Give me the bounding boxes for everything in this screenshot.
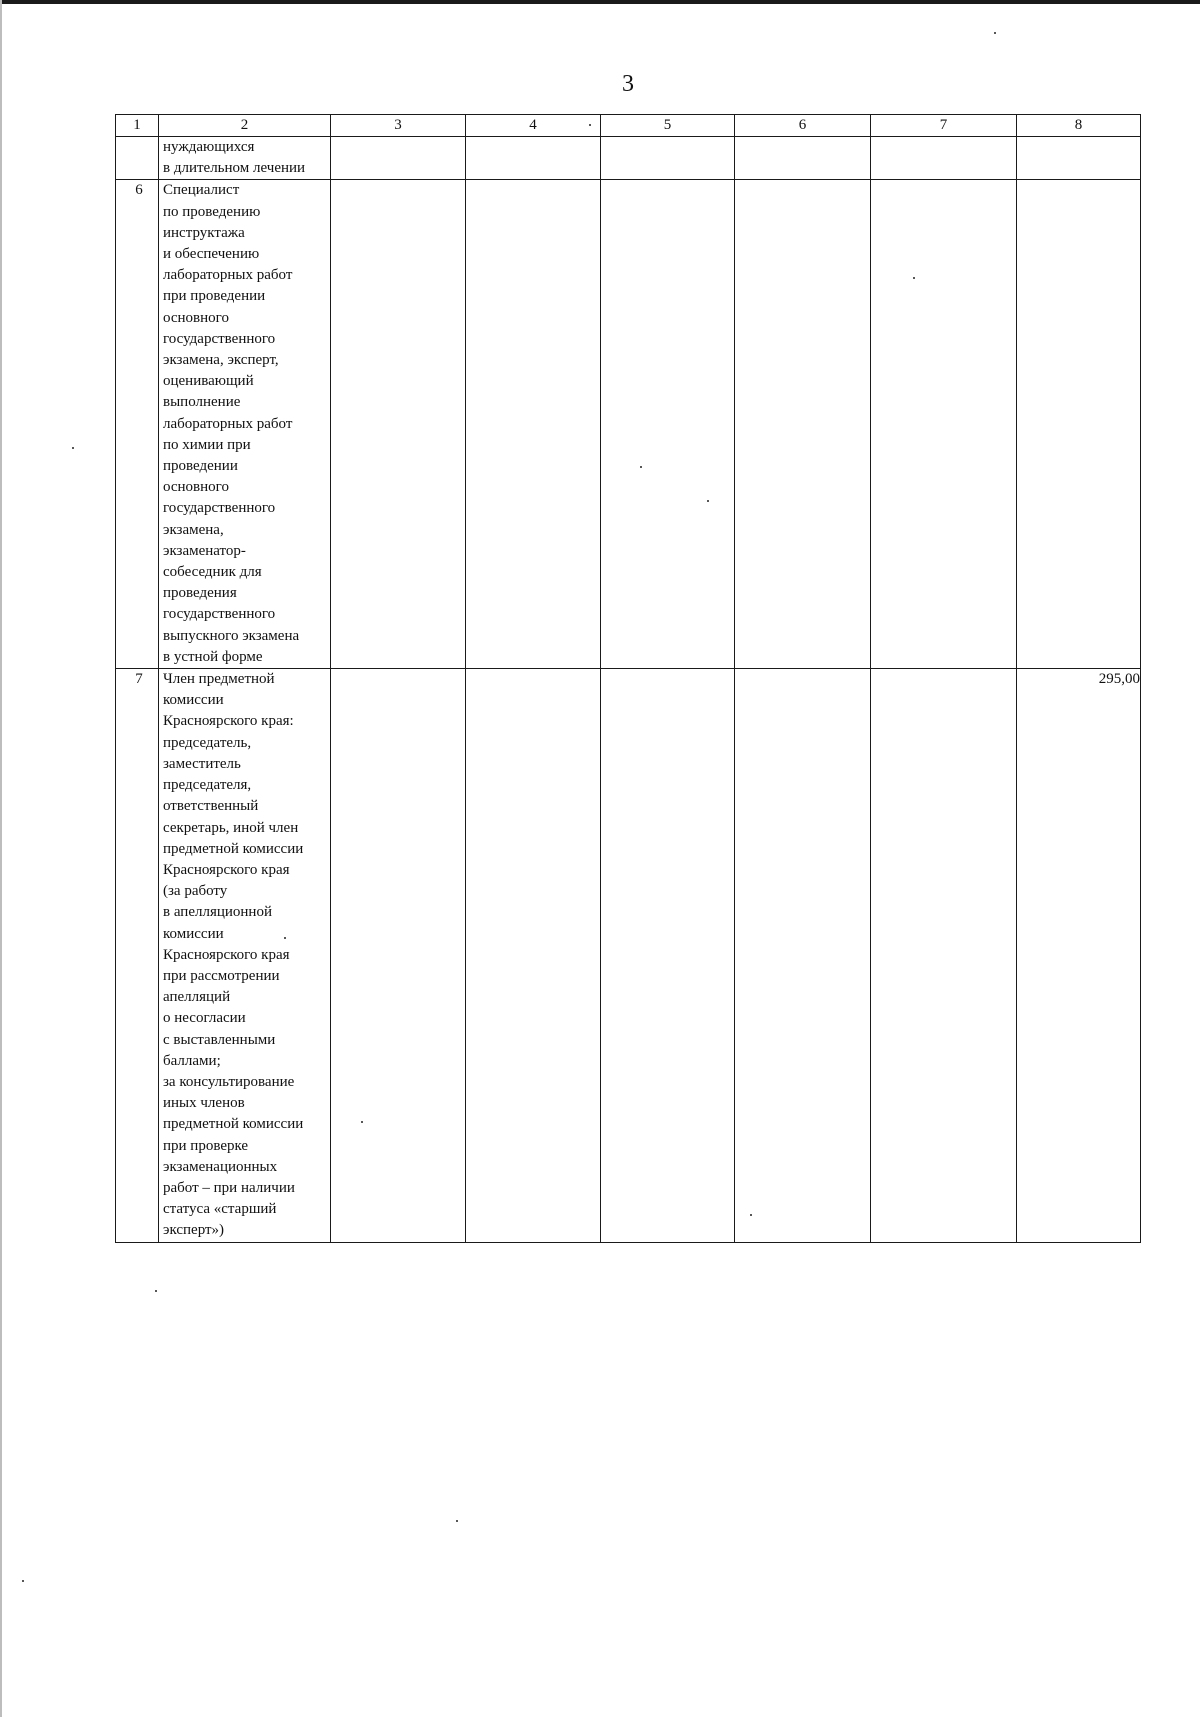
scan-top-edge bbox=[0, 0, 1200, 4]
position-name-line: выполнение bbox=[163, 394, 241, 411]
position-name-line: государственного bbox=[163, 606, 276, 623]
position-name-line: работ – при наличии bbox=[163, 1179, 295, 1196]
value-cell-col5 bbox=[601, 137, 735, 180]
position-name-line: экзаменационных bbox=[163, 1158, 278, 1175]
scan-speck bbox=[72, 447, 74, 449]
column-header: 1 bbox=[116, 115, 159, 137]
position-name-line: лабораторных работ bbox=[163, 415, 293, 432]
value-cell-col5 bbox=[601, 669, 735, 1242]
value-cell-col3 bbox=[331, 137, 466, 180]
value-cell-col8: 295,00 bbox=[1017, 669, 1141, 1242]
position-name-cell bbox=[159, 669, 331, 1242]
position-name-line: за консультирование bbox=[163, 1073, 295, 1090]
value-cell-col7 bbox=[871, 669, 1017, 1242]
position-name-line: апелляций bbox=[163, 989, 231, 1006]
value-cell-col5 bbox=[601, 180, 735, 669]
value-cell-col6 bbox=[735, 180, 871, 669]
position-name-line: комиссии bbox=[163, 925, 224, 942]
position-name-line: Красноярского края: bbox=[163, 713, 294, 730]
position-name-line: предметной комиссии bbox=[163, 1116, 304, 1133]
position-name-line: экзамена, эксперт, bbox=[163, 352, 279, 369]
position-name-line: иных членов bbox=[163, 1095, 245, 1112]
position-name-line: инструктажа bbox=[163, 224, 245, 241]
value-cell-col7 bbox=[871, 180, 1017, 669]
table-row bbox=[116, 137, 1141, 180]
position-name-line: в устной форме bbox=[163, 648, 263, 665]
position-name-line: и обеспечению bbox=[163, 246, 260, 263]
position-name-line: при проведении bbox=[163, 288, 266, 305]
column-header: 6 bbox=[735, 115, 871, 137]
scan-speck bbox=[22, 1580, 24, 1582]
position-name-line: оценивающий bbox=[163, 373, 254, 390]
position-name-cell bbox=[159, 137, 331, 180]
scan-speck bbox=[361, 1121, 363, 1123]
position-name-line: предметной комиссии bbox=[163, 840, 304, 857]
position-name-line: государственного bbox=[163, 330, 276, 347]
position-name-line: проведении bbox=[163, 458, 238, 475]
position-name-line: выпускного экзамена bbox=[163, 627, 300, 644]
value-cell-col6 bbox=[735, 669, 871, 1242]
column-header: 2 bbox=[159, 115, 331, 137]
position-name-line: председатель, bbox=[163, 734, 252, 751]
position-name-line: Член предметной bbox=[163, 671, 275, 688]
row-number: 7 bbox=[116, 669, 159, 1242]
value-cell-col3 bbox=[331, 669, 466, 1242]
position-name-line: основного bbox=[163, 309, 229, 326]
position-name-line: эксперт») bbox=[163, 1222, 225, 1239]
position-name-line: экзаменатор- bbox=[163, 542, 246, 559]
position-name-line: основного bbox=[163, 479, 229, 496]
position-name-line: комиссии bbox=[163, 692, 224, 709]
position-name-line: при рассмотрении bbox=[163, 967, 280, 984]
position-name-line: по проведению bbox=[163, 203, 261, 220]
column-header: 7 bbox=[871, 115, 1017, 137]
position-name-line: государственного bbox=[163, 500, 276, 517]
scan-speck bbox=[456, 1520, 458, 1522]
value-cell-col3 bbox=[331, 180, 466, 669]
value-cell-col8 bbox=[1017, 180, 1141, 669]
column-header: 3 bbox=[331, 115, 466, 137]
scan-speck bbox=[750, 1214, 752, 1216]
position-name-line: Красноярского края bbox=[163, 861, 290, 878]
position-name-line: ответственный bbox=[163, 798, 259, 815]
scan-speck bbox=[284, 937, 286, 939]
position-name-line: с выставленными bbox=[163, 1031, 276, 1048]
row-number bbox=[116, 137, 159, 180]
scan-speck bbox=[589, 124, 591, 126]
scan-speck bbox=[707, 500, 709, 502]
position-name-line: баллами; bbox=[163, 1052, 221, 1069]
position-name-line: (за работу bbox=[163, 883, 228, 900]
scan-left-edge bbox=[0, 0, 2, 1717]
position-name-line: Красноярского края bbox=[163, 946, 290, 963]
table-row bbox=[116, 669, 1141, 1242]
position-name-line: при проверке bbox=[163, 1137, 249, 1154]
position-name-line: экзамена, bbox=[163, 521, 224, 538]
position-name-line: секретарь, иной член bbox=[163, 819, 299, 836]
column-header: 8 bbox=[1017, 115, 1141, 137]
value-cell-col4 bbox=[466, 180, 601, 669]
value-cell-col4 bbox=[466, 137, 601, 180]
column-header: 5 bbox=[601, 115, 735, 137]
scan-speck bbox=[994, 32, 996, 34]
position-name-line: нуждающихся bbox=[163, 139, 255, 155]
row-number: 6 bbox=[116, 180, 159, 669]
position-name-line: статуса «старший bbox=[163, 1201, 277, 1218]
column-header: 4 bbox=[466, 115, 601, 137]
value-cell-col8 bbox=[1017, 137, 1141, 180]
table-row bbox=[116, 180, 1141, 669]
value-cell-col6 bbox=[735, 137, 871, 180]
position-name-cell bbox=[159, 180, 331, 669]
value-cell-col4 bbox=[466, 669, 601, 1242]
position-name-line: председателя, bbox=[163, 777, 252, 794]
scan-speck bbox=[913, 277, 915, 279]
position-name-line: Специалист bbox=[163, 182, 240, 199]
position-name-line: проведения bbox=[163, 585, 237, 602]
column-number-row bbox=[116, 115, 1141, 137]
payment-rates-table bbox=[115, 114, 1141, 1243]
position-name-line: по химии при bbox=[163, 436, 251, 453]
scan-speck bbox=[155, 1290, 157, 1292]
position-name-line: собеседник для bbox=[163, 564, 262, 581]
position-name-line: в длительном лечении bbox=[163, 160, 306, 177]
position-name-line: в апелляционной bbox=[163, 904, 272, 921]
scan-speck bbox=[640, 466, 642, 468]
position-name-line: о несогласии bbox=[163, 1010, 246, 1027]
value-cell-col7 bbox=[871, 137, 1017, 180]
position-name-line: заместитель bbox=[163, 755, 241, 772]
page-number: 3 bbox=[622, 71, 634, 97]
position-name-line: лабораторных работ bbox=[163, 267, 293, 284]
